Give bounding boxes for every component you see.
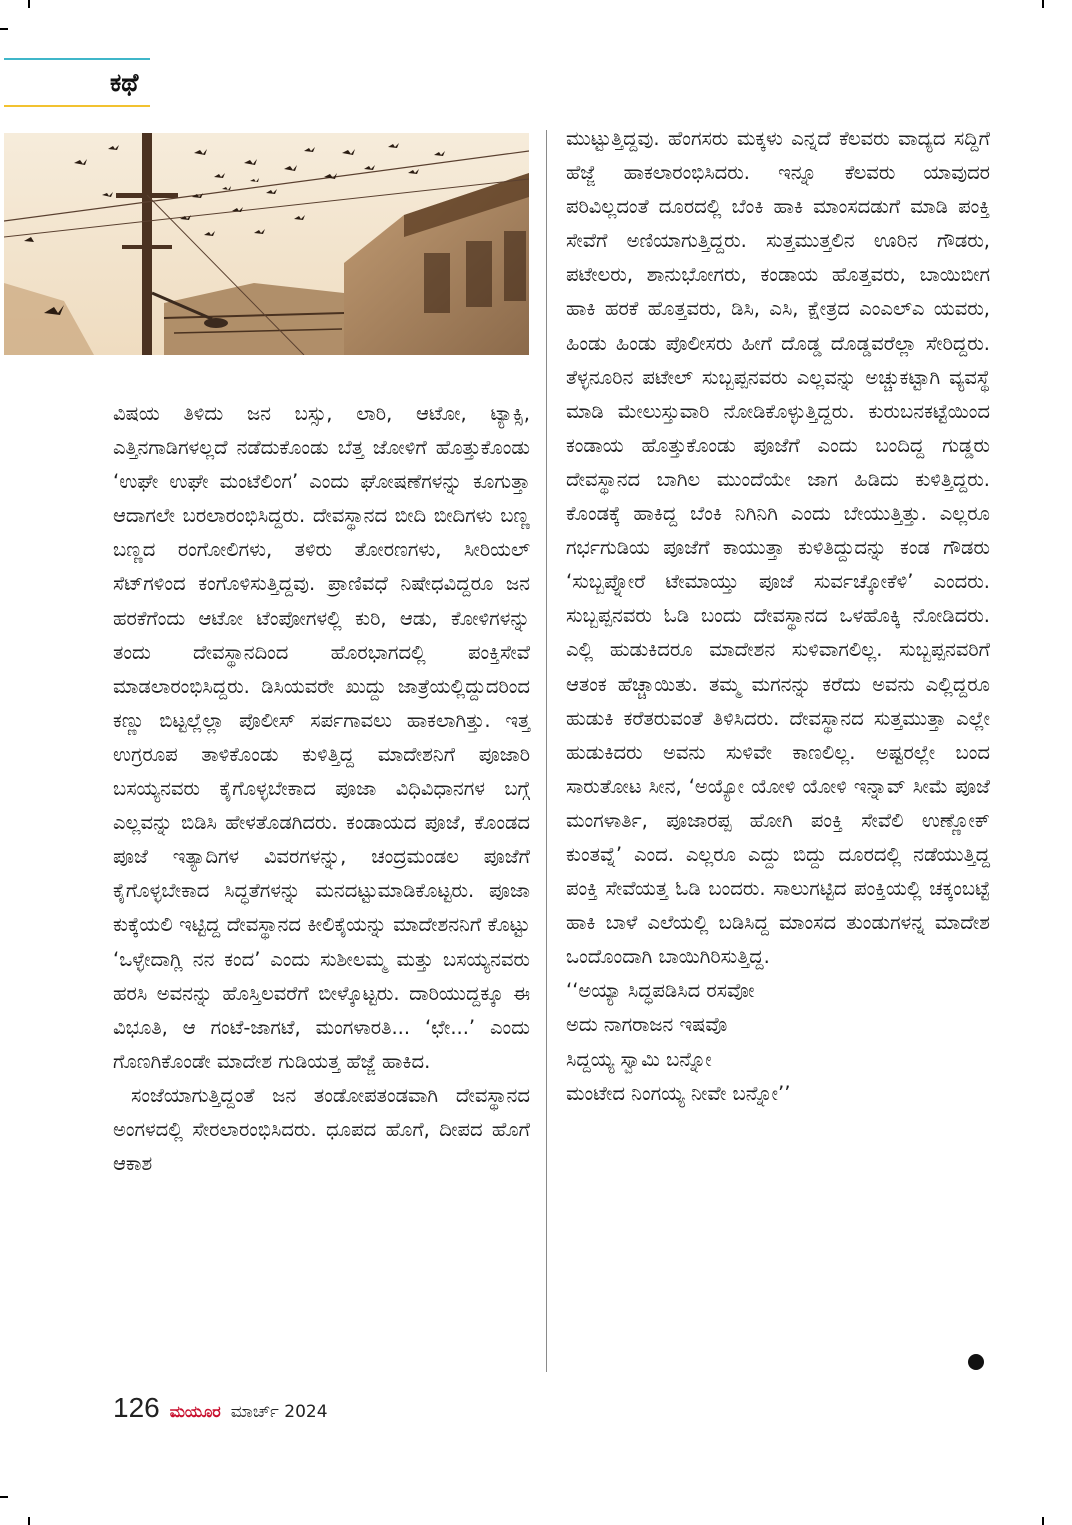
section-title: ಕಥೆ [110, 68, 139, 97]
section-rule-bottom [4, 105, 150, 107]
section-rule-top [4, 58, 150, 60]
paragraph: ವಿಷಯ ತಿಳಿದು ಜನ ಬಸ್ಸು, ಲಾರಿ, ಆಟೋ, ಟ್ಯಾಕ್ಸಿ, ಎತ್ತಿನಗಾಡಿಗಳಲ್ಲದೆ ನಡೆದುಕೊಂಡು ಬೆತ್ತ ಜೋಳಿಗೆ ಹೊತ್ತುಕೊಂಡು ‘ಉಘೇ ಉಘೇ ಮಂಟೆಲಿಂಗ’ ಎಂದು ಘೋಷಣೆಗಳನ್ನು ಕೂಗುತ್ತಾ ಆದಾಗಲೇ ಬರಲಾರಂಭಿಸಿದ್ದರು. ದೇವಸ್ಥಾನದ ಬೀದಿ ಬೀದಿಗಳು ಬಣ್ಣ ಬಣ್ಣದ ರಂಗೋಲಿಗಳು, ತಳಿರು ತೋರಣಗಳು, ಸೀರಿಯಲ್ ಸೆಟ್‌ಗಳಿಂದ ಕಂಗೊಳಿಸುತ್ತಿದ್ದವು. ಪ್ರಾಣಿವಧೆ ನಿಷೇಧವಿದ್ದರೂ ಜನ ಹರಕೆಗೆಂದು ಆಟೋ ಟೆಂಪೋಗಳಲ್ಲಿ ಕುರಿ, ಆಡು, ಕೋಳಿಗಳನ್ನು ತಂದು ದೇವಸ್ಥಾನದಿಂದ ಹೊರಭಾಗದಲ್ಲಿ ಪಂಕ್ತಿಸೇವೆ ಮಾಡಲಾರಂಭಿಸಿದ್ದರು. ಡಿಸಿಯವರೇ ಖುದ್ದು ಜಾತ್ರೆಯಲ್ಲಿದ್ದುದರಿಂದ ಕಣ್ಣು ಬಿಟ್ಟಲ್ಲೆಲ್ಲಾ ಪೊಲೀಸ್ ಸರ್ಪಗಾವಲು ಹಾಕಲಾಗಿತ್ತು. ಇತ್ತ ಉಗ್ರರೂಪ ತಾಳಿಕೊಂಡು ಕುಳಿತ್ತಿದ್ದ ಮಾದೇಶನಿಗೆ ಪೂಜಾರಿ ಬಸಯ್ಯನವರು ಕೈಗೊಳ್ಳಬೇಕಾದ ಪೂಜಾ ವಿಧಿವಿಧಾನಗಳ ಬಗ್ಗೆ ಎಲ್ಲವನ್ನು ಬಿಡಿಸಿ ಹೇಳತೊಡಗಿದರು. ಕಂಡಾಯದ ಪೂಜೆ, ಕೊಂಡದ ಪೂಜೆ ಇತ್ಯಾದಿಗಳ ವಿವರಗಳನ್ನು, ಚಂದ್ರಮಂಡಲ ಪೂಜೆಗೆ ಕೈಗೊಳ್ಳಬೇಕಾದ ಸಿದ್ಧತೆಗಳನ್ನು ಮನದಟ್ಟುಮಾಡಿಕೊಟ್ಟರು. ಪೂಜಾ ಕುಕ್ಕೆಯಲಿ ಇಟ್ಟಿದ್ದ ದೇವಸ್ಥಾನದ ಕೀಲಿಕೈಯನ್ನು ಮಾದೇಶನನಿಗೆ ಕೊಟ್ಟು ‘ಒಳ್ಳೇದಾಗ್ಲಿ ನನ ಕಂದ’ ಎಂದು ಸುಶೀಲಮ್ಮ ಮತ್ತು ಬಸಯ್ಯನವರು ಹರಸಿ ಅವನನ್ನು ಹೊಸ್ತಿಲವರೆಗೆ ಬೀಳ್ಕೊಟ್ಟರು. ದಾರಿಯುದ್ದಕ್ಕೂ ಈ ವಿಭೂತಿ, ಆ ಗಂಟೆ-ಜಾಗಟೆ, ಮಂಗಳಾರತಿ... ‘ಛೇ...’ ಎಂದು ಗೊಣಗಿಕೊಂಡೇ ಮಾದೇಶ ಗುಡಿಯತ್ತ ಹೆಜ್ಜೆ ಹಾಕಿದ. [113, 402, 530, 1073]
magazine-logo: ಮಯೂರ [169, 1402, 221, 1421]
page-number: 126 [113, 1392, 160, 1423]
article-right-column [566, 122, 990, 1111]
poem-line: ಅದು ನಾಗರಾಜನ ಇಷವೊ [566, 1013, 728, 1037]
article-left-column [113, 397, 530, 1181]
birds-over-buildings-sketch-image [4, 133, 529, 355]
crop-mark [0, 28, 8, 30]
crop-mark [28, 1517, 30, 1525]
crop-mark [1042, 0, 1044, 8]
crop-mark [0, 1496, 8, 1498]
paragraph: ಮುಟ್ಟುತ್ತಿದ್ದವು. ಹೆಂಗಸರು ಮಕ್ಕಳು ಎನ್ನದೆ ಕೆಲವರು ವಾದ್ಯದ ಸದ್ದಿಗೆ ಹೆಜ್ಜೆ ಹಾಕಲಾರಂಭಿಸಿದರು. ಇನ್ನೂ ಕೆಲವರು ಯಾವುದರ ಪರಿವಿಲ್ಲದಂತೆ ದೂರದಲ್ಲಿ ಬೆಂಕಿ ಹಾಕಿ ಮಾಂಸದಡುಗೆ ಮಾಡಿ ಪಂಕ್ತಿ ಸೇವೆಗೆ ಅಣಿಯಾಗುತ್ತಿದ್ದರು. ಸುತ್ತಮುತ್ತಲಿನ ಊರಿನ ಗೌಡರು, ಪಟೇಲರು, ಶಾನುಭೋಗರು, ಕಂಡಾಯ ಹೊತ್ತವರು, ಬಾಯಿಬೀಗ ಹಾಕಿ ಹರಕೆ ಹೊತ್ತವರು, ಡಿಸಿ, ಎಸಿ, ಕ್ಷೇತ್ರದ ಎಂಎಲ್‌ಎ ಯವರು, ಹಿಂಡು ಹಿಂಡು ಪೊಲೀಸರು ಹೀಗೆ ದೊಡ್ಡ ದೊಡ್ಡವರೆಲ್ಲಾ ಸೇರಿದ್ದರು. ತೆಳ್ಳನೂರಿನ ಪಟೇಲ್ ಸುಬ್ಬಪ್ಪನವರು ಎಲ್ಲವನ್ನು ಅಚ್ಚುಕಟ್ಟಾಗಿ ವ್ಯವಸ್ಥೆ ಮಾಡಿ ಮೇಲುಸ್ತುವಾರಿ ನೋಡಿಕೊಳ್ಳುತ್ತಿದ್ದರು. ಕುರುಬನಕಟ್ಟೆಯಿಂದ ಕಂಡಾಯ ಹೊತ್ತುಕೊಂಡು ಪೂಜೆಗೆ ಎಂದು ಬಂದಿದ್ದ ಗುಡ್ಡರು ದೇವಸ್ಥಾನದ ಬಾಗಿಲ ಮುಂದೆಯೇ ಜಾಗ ಹಿಡಿದು ಕುಳಿತ್ತಿದ್ದರು. ಕೊಂಡಕ್ಕೆ ಹಾಕಿದ್ದ ಬೆಂಕಿ ನಿಗಿನಿಗಿ ಎಂದು ಬೇಯುತ್ತಿತ್ತು. ಎಲ್ಲರೂ ಗರ್ಭಗುಡಿಯ ಪೂಜೆಗೆ ಕಾಯುತ್ತಾ ಕುಳಿತಿದ್ದುದನ್ನು ಕಂಡ ಗೌಡರು ‘ಸುಬ್ಬಪ್ನೋರೆ ಟೇಮಾಯ್ತು ಪೂಜೆ ಸುರ್ವಚ್ಕೋಕೆಳಿ’ ಎಂದರು. ಸುಬ್ಬಪ್ಪನವರು ಓಡಿ ಬಂದು ದೇವಸ್ಥಾನದ ಒಳಹೊಕ್ಕಿ ನೋಡಿದರು. ಎಲ್ಲಿ ಹುಡುಕಿದರೂ ಮಾದೇಶನ ಸುಳಿವಾಗಲಿಲ್ಲ. ಸುಬ್ಬಪ್ಪನವರಿಗೆ ಆತಂಕ ಹೆಚ್ಚಾಯಿತು. ತಮ್ಮ ಮಗನನ್ನು ಕರೆದು ಅವನು ಎಲ್ಲಿದ್ದರೂ ಹುಡುಕಿ ಕರೆತರುವಂತೆ ತಿಳಿಸಿದರು. ದೇವಸ್ಥಾನದ ಸುತ್ತಮುತ್ತಾ ಎಲ್ಲೇ ಹುಡುಕಿದರು ಅವನು ಸುಳಿವೇ ಕಾಣಲಿಲ್ಲ. ಅಷ್ಟರಲ್ಲೇ ಬಂದ ಸಾರುತೋಟ ಸೀನ, ‘ಅಯ್ಯೋ ಯೋಳಿ ಯೋಳಿ ಇನ್ನಾವ್ ಸೀಮೆ ಪೂಜೆ ಮಂಗಳಾರ್ತಿ, ಪೂಜಾರಪ್ಪ ಹೋಗಿ ಪಂಕ್ತಿ ಸೇವೆಲಿ ಉಣ್ಣೋಕ್ ಕುಂತವ್ನೆ’ ಎಂದ. ಎಲ್ಲರೂ ಎದ್ದು ಬಿದ್ದು ದೂರದಲ್ಲಿ ನಡೆಯುತ್ತಿದ್ದ ಪಂಕ್ತಿ ಸೇವೆಯತ್ತ ಓಡಿ ಬಂದರು. ಸಾಲುಗಟ್ಟಿದ ಪಂಕ್ತಿಯಲ್ಲಿ ಚಕ್ಕಂಬಟ್ಟೆ ಹಾಕಿ ಬಾಳೆ ಎಲೆಯಲ್ಲಿ ಬಡಿಸಿದ್ದ ಮಾಂಸದ ತುಂಡುಗಳನ್ನ ಮಾದೇಶ ಒಂದೊಂದಾಗಿ ಬಾಯಿಗಿರಿಸುತ್ತಿದ್ದ. [566, 127, 990, 969]
poem-verse [566, 974, 990, 1110]
story-end-bullet-icon [968, 1354, 984, 1370]
issue-date: ಮಾರ್ಚ್ 2024 [230, 1402, 328, 1422]
poem-line: ‘‘ಅಯ್ಯಾ ಸಿದ್ಧಪಡಿಸಿದ ರಸವೋ [566, 979, 755, 1003]
page-footer [113, 1392, 328, 1426]
poem-line: ಮಂಟೇದ ನಿಂಗಯ್ಯ ನೀವೇ ಬನ್ನೋ’’ [566, 1081, 791, 1105]
poem-line: ಸಿದ್ದಯ್ಯ ಸ್ವಾಮಿ ಬನ್ನೋ [566, 1047, 712, 1071]
paragraph: ಸಂಜೆಯಾಗುತ್ತಿದ್ದಂತೆ ಜನ ತಂಡೋಪತಂಡವಾಗಿ ದೇವಸ್ಥಾನದ ಅಂಗಳದಲ್ಲಿ ಸೇರಲಾರಂಭಿಸಿದರು. ಧೂಪದ ಹೊಗೆ, ದೀಪದ ಹೊಗೆ ಆಕಾಶ [113, 1083, 530, 1176]
crop-mark [1042, 1517, 1044, 1525]
crop-mark [28, 0, 30, 8]
column-divider [546, 130, 547, 1372]
